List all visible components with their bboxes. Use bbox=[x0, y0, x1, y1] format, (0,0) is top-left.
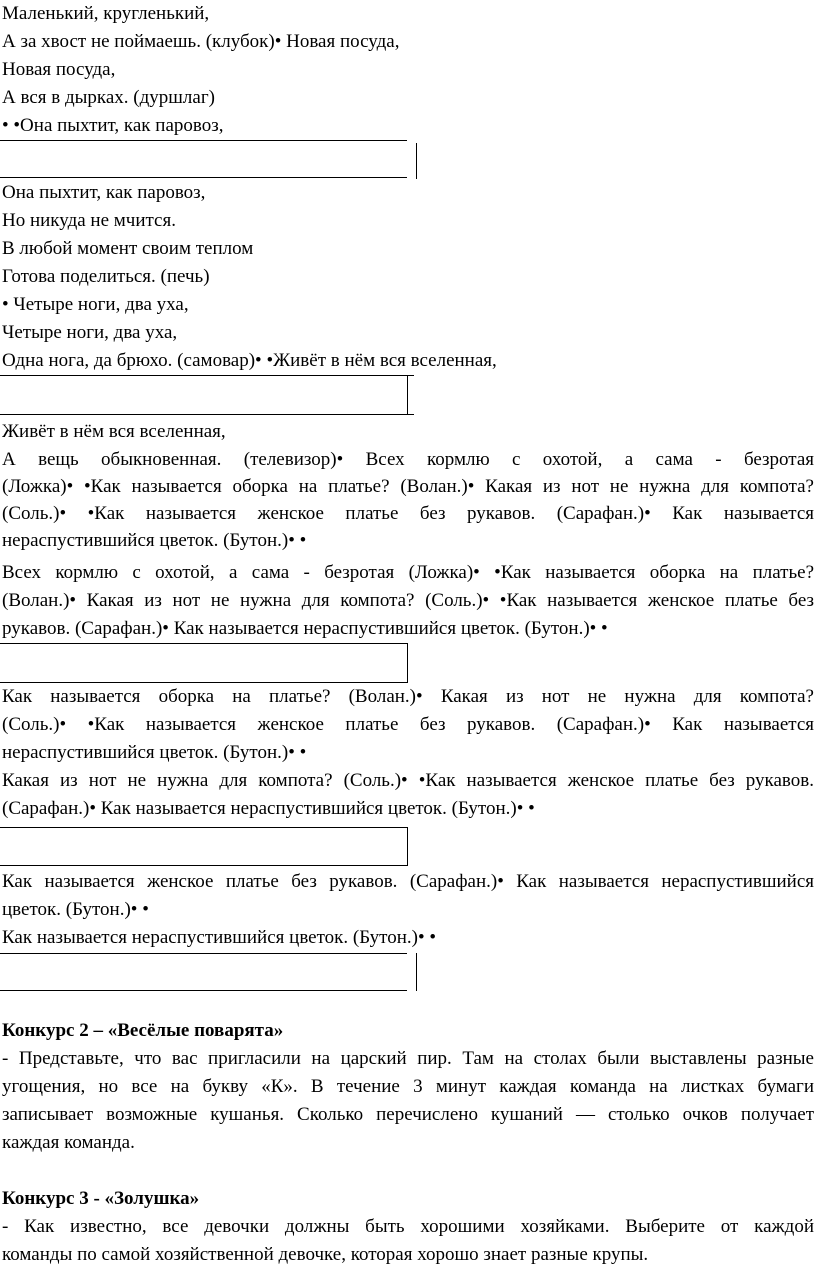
text-line: Четыре ноги, два уха, bbox=[2, 322, 178, 343]
text-line: (Соль.)• •Как называется женское платье без рукавов. (Сарафан.)• Как называется bbox=[2, 503, 814, 524]
rule-line bbox=[0, 990, 407, 991]
text-line: (Соль.)• •Как называется женское платье без рукавов. (Сарафан.)• Как называется bbox=[2, 714, 814, 735]
text-line: (Ложка)• •Как называется оборка на платье? (Волан.)• Какая из нот не нужна для компота? bbox=[2, 476, 814, 497]
rule-line bbox=[0, 177, 407, 178]
text-line: Как называется оборка на платье? (Волан.)• Какая из нот не нужна для компота? bbox=[2, 686, 814, 707]
text-line: Всех кормлю с охотой, а сама - безротая (Ложка)• •Как называется оборка на платье? bbox=[2, 562, 814, 583]
text-line: • Четыре ноги, два уха, bbox=[2, 294, 189, 315]
text-line: А за хвост не поймаешь. (клубок)• Новая посуда, bbox=[2, 31, 400, 52]
text-line: Одна нога, да брюхо. (самовар)• •Живёт в нём вся вселенная, bbox=[2, 350, 497, 371]
text-line: нераспустившийся цветок. (Бутон.)• • bbox=[2, 530, 307, 551]
text-line: Новая посуда, bbox=[2, 59, 116, 80]
text-line: Она пыхтит, как паровоз, bbox=[2, 182, 206, 203]
text-line: Как называется нераспустившийся цветок. (Бутон.)• • bbox=[2, 927, 437, 948]
text-line: Готова поделиться. (печь) bbox=[2, 266, 210, 287]
contest-2-text: - Представьте, что вас пригласили на царский пир. Там на столах были выставлены разные bbox=[2, 1048, 814, 1069]
rule-line bbox=[0, 140, 407, 141]
contest-2-text: записывает возможные кушанья. Сколько перечислено кушаний — столько очков получает bbox=[2, 1104, 814, 1125]
rule-line bbox=[0, 827, 408, 828]
contest-3-heading: Конкурс 3 - «Золушка» bbox=[2, 1188, 200, 1209]
contest-2-text: угощения, но все на букву «К». В течение 3 минут каждая команда на листках бумаги bbox=[2, 1076, 814, 1097]
text-line: Маленький, кругленький, bbox=[2, 3, 210, 24]
rule-line bbox=[0, 865, 408, 866]
text-line: Но никуда не мчится. bbox=[2, 210, 176, 231]
contest-2-heading: Конкурс 2 – «Весёлые поварята» bbox=[2, 1020, 284, 1041]
rule-line bbox=[0, 414, 414, 415]
rule-line bbox=[0, 375, 414, 376]
text-line: Как называется женское платье без рукавов. (Сарафан.)• Как называется нераспустившийся bbox=[2, 871, 814, 892]
contest-3-text: команды по самой хозяйственной девочке, которая хорошо знает разные крупы. bbox=[2, 1244, 649, 1265]
contest-2-text: каждая команда. bbox=[2, 1132, 135, 1153]
text-line: Какая из нот не нужна для компота? (Соль.)• •Как называется женское платье без рукавов. bbox=[2, 770, 814, 791]
text-line: Живёт в нём вся вселенная, bbox=[2, 421, 226, 442]
rule-line bbox=[407, 643, 408, 683]
text-line: (Волан.)• Какая из нот не нужна для компота? (Соль.)• •Как называется женское платье без bbox=[2, 590, 814, 611]
rule-line bbox=[416, 143, 417, 179]
text-line: нераспустившийся цветок. (Бутон.)• • bbox=[2, 742, 307, 763]
text-line: рукавов. (Сарафан.)• Как называется нераспустившийся цветок. (Бутон.)• • bbox=[2, 618, 608, 639]
rule-line bbox=[407, 376, 408, 414]
text-line: • •Она пыхтит, как паровоз, bbox=[2, 115, 224, 136]
rule-line bbox=[407, 827, 408, 866]
rule-line bbox=[0, 953, 407, 954]
rule-line bbox=[0, 643, 408, 644]
contest-3-text: - Как известно, все девочки должны быть хорошими хозяйками. Выберите от каждой bbox=[2, 1216, 814, 1237]
rule-line bbox=[416, 953, 417, 991]
text-line: В любой момент своим теплом bbox=[2, 238, 254, 259]
text-line: цветок. (Бутон.)• • bbox=[2, 899, 149, 920]
text-line: (Сарафан.)• Как называется нераспустившийся цветок. (Бутон.)• • bbox=[2, 798, 535, 819]
rule-line bbox=[0, 682, 408, 683]
text-line: А вещь обыкновенная. (телевизор)• Всех кормлю с охотой, а сама - безротая bbox=[2, 449, 814, 470]
text-line: А вся в дырках. (дуршлаг) bbox=[2, 87, 215, 108]
